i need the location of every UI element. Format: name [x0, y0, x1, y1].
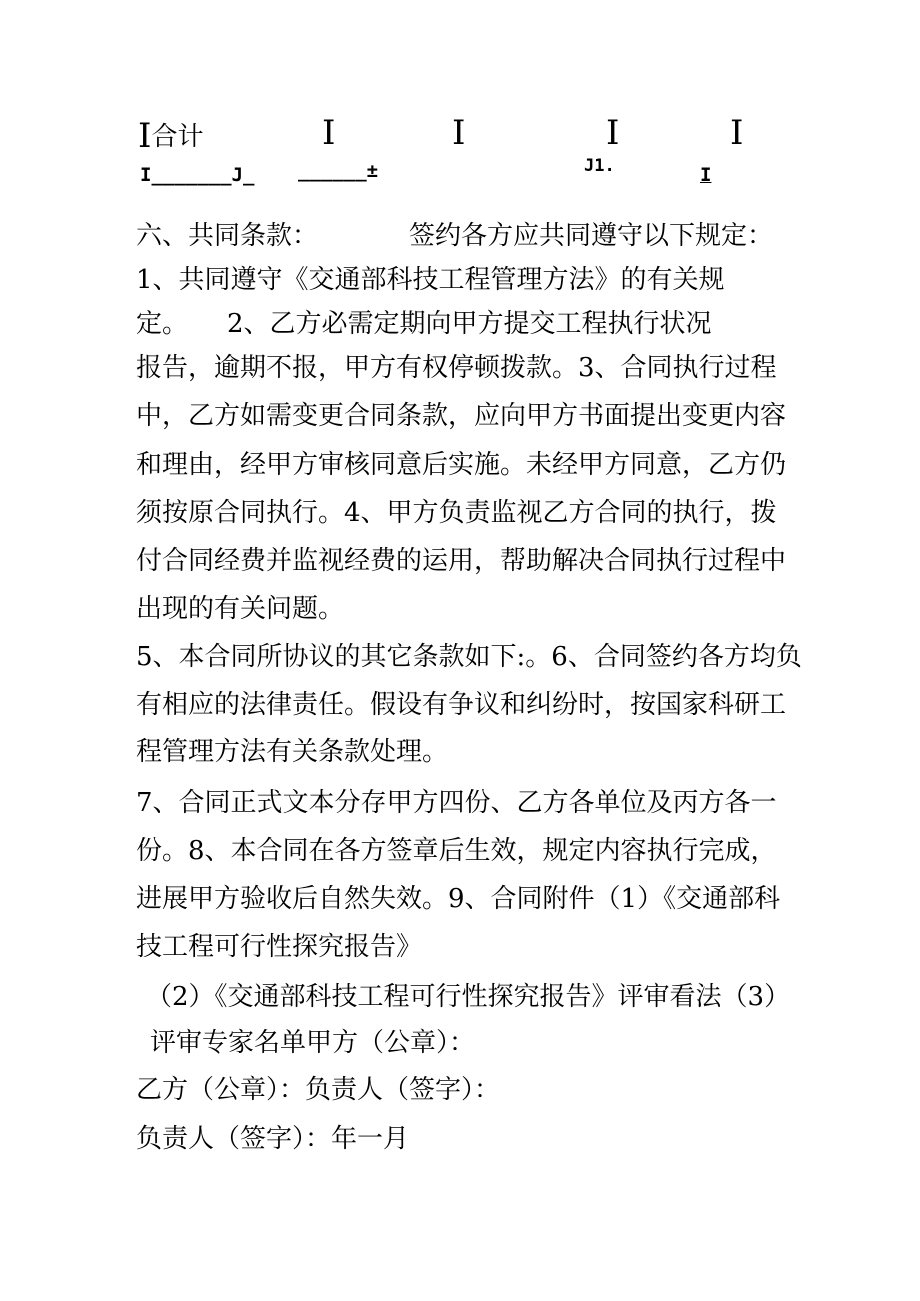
clause-line: 付合同经费并监视经费的运用，帮助解决合同执行过程中 [136, 546, 787, 576]
table-cell-border: I [730, 113, 744, 153]
section-heading-line: 六、共同条款： 签约各方应共同遵守以下规定： [136, 221, 774, 251]
signature-line: 负责人（签字）：年一月 [136, 1124, 410, 1154]
table-cell-border: I [606, 113, 620, 153]
attachment-line: 评审专家名单甲方（公章）： [150, 1028, 476, 1058]
table-cell-border: I [452, 113, 466, 153]
table-cell-border: I [700, 164, 712, 186]
clause-line: 定。 2、乙方必需定期向甲方提交工程执行状况 [136, 309, 712, 339]
table-bottom-border: I_______J_ [140, 164, 255, 186]
signature-line: 乙方（公章）：负责人（签字）： [136, 1075, 501, 1105]
clause-line: 中，乙方如需变更合同条款，应向甲方书面提出变更内容 [136, 401, 787, 431]
clause-line: 7、合同正式文本分存甲方四份、乙方各单位及丙方各一 [136, 788, 777, 818]
table-total-row [138, 116, 203, 156]
clause-line: 出现的有关问题。 [136, 594, 345, 624]
total-label: 合计 [151, 122, 204, 152]
attachment-line: （2）《交通部科技工程可行性探究报告》评审看法（3） [146, 982, 791, 1012]
table-cell-text: J1. [584, 156, 615, 176]
clause-line: 进展甲方验收后自然失效。9、合同附件（1）《交通部科 [136, 884, 781, 914]
clause-line: 和理由，经甲方审核同意后实施。未经甲方同意，乙方仍 [136, 450, 787, 480]
clause-line: 5、本合同所协议的其它条款如下:。6、合同签约各方均负 [136, 642, 802, 672]
table-bottom-border: ______± [298, 160, 379, 182]
clause-line: 技工程可行性探究报告》 [136, 932, 423, 962]
table-cell-border: I [138, 116, 152, 156]
clause-line: 份。8、本合同在各方签章后生效，规定内容执行完成， [136, 836, 777, 866]
clause-line: 须按原合同执行。4、甲方负责监视乙方合同的执行，拨 [136, 498, 777, 528]
clause-line: 1、共同遵守《交通部科技工程管理方法》的有关规 [136, 265, 725, 295]
clause-line: 有相应的法律责任。假设有争议和纠纷时，按国家科研工 [136, 690, 787, 720]
clause-line: 报告，逾期不报，甲方有权停顿拨款。3、合同执行过程 [136, 353, 777, 383]
clause-line: 程管理方法有关条款处理。 [136, 737, 449, 767]
table-cell-border: I [322, 113, 336, 153]
